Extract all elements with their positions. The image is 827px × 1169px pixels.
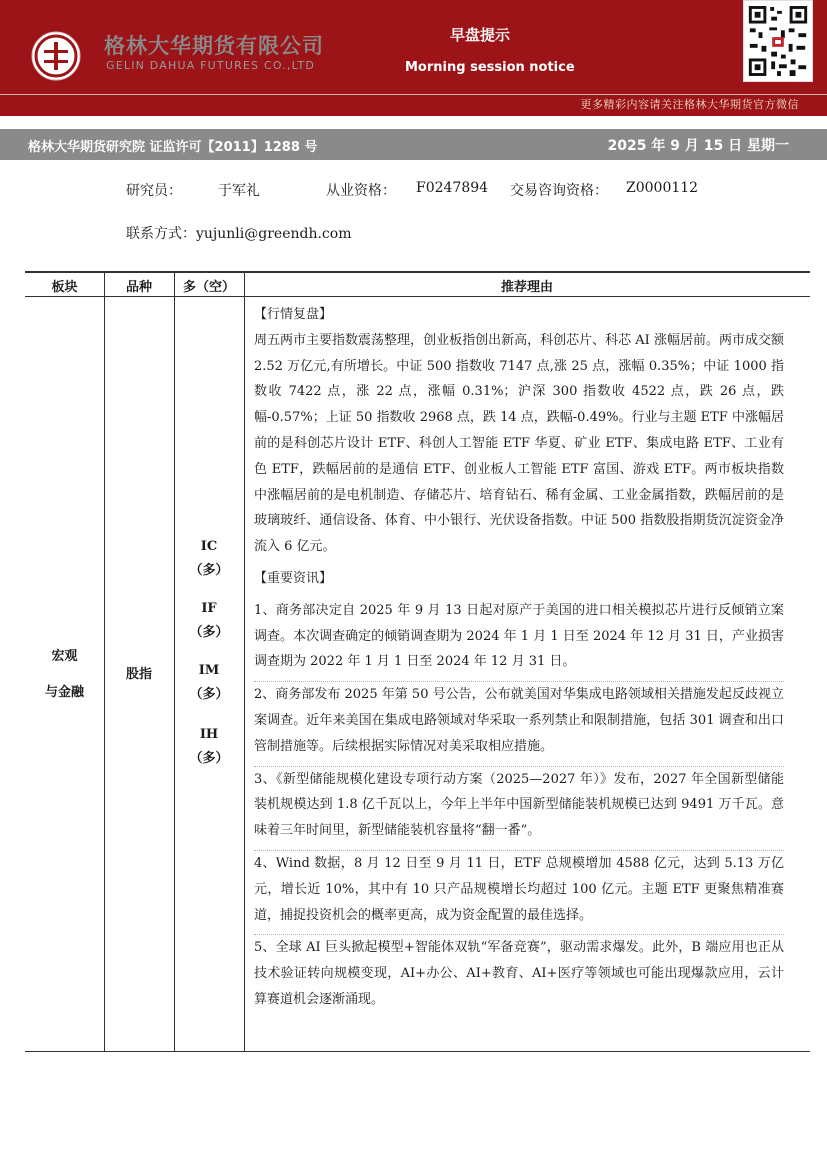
researcher-label: 研究员： <box>126 183 182 199</box>
company-logo-icon <box>30 30 82 82</box>
company-name-en: GELIN DAHUA FUTURES CO.,LTD <box>106 59 316 72</box>
wechat-qr-code-icon <box>743 0 813 82</box>
table-col-divider <box>104 271 105 1052</box>
header-sector: 板块 <box>51 280 78 295</box>
report-date: 2025 年 9 月 15 日 星期一 <box>607 138 789 154</box>
position-direction: （多） <box>189 687 229 702</box>
position-direction: （多） <box>189 563 229 578</box>
header-reason: 推荐理由 <box>500 280 553 295</box>
qualification-label: 从业资格： <box>326 183 396 199</box>
position-code: IF <box>201 601 217 616</box>
contact-email[interactable]: yujunli@greendh.com <box>196 226 352 242</box>
news-item: 5、全球 AI 巨头掀起模型+智能体双轨“军备竞赛”，驱动需求爆发。此外，B 端应用也正从技术验证转向规模变现，AI+办公、AI+教育、AI+医疗等领域也可能出现爆款应用，云计算赛道机会逐渐涌现。 <box>254 940 784 1007</box>
news-item: 4、Wind 数据，8 月 12 日至 9 月 11 日，ETF 总规模增加 4588 亿元，达到 5.13 万亿元，增长近 10%，其中有 10 只产品规模增长均超过 100 亿元。主题 ETF 更聚焦精准赛道，捕捉投资机会的概率更高，成为资金配置的最佳选择。 <box>254 851 784 935</box>
wechat-follow-note: 更多精彩内容请关注格林大华期货官方微信 <box>580 98 799 111</box>
news-item: 3、《新型储能规模化建设专项行动方案（2025—2027 年）》发布，2027 年全国新型储能装机规模达到 1.8 亿千瓦以上，今年上半年中国新型储能装机规模已达到 9491 万千瓦。意味着三年时间里，新型储能装机容量将“翻一番”。 <box>254 767 784 851</box>
position-code: IC <box>200 539 218 554</box>
market-review-title: 【行情复盘】 <box>254 307 333 322</box>
position-code: IM <box>198 663 220 678</box>
contact-row <box>126 223 351 243</box>
company-name-cn: 格林大华期货有限公司 <box>104 34 324 58</box>
position-code: IH <box>199 727 219 742</box>
researcher-name: 于军礼 <box>218 183 260 199</box>
market-review-text: 周五两市主要指数震荡整理，创业板指创出新高，科创芯片、科芯 AI 涨幅居前。两市成交额 2.52 万亿元,有所增长。中证 500 指数收 7147 点,涨 25 点，涨幅 0.35%；中证 1000 指数收 7422 点，涨 22 点，涨幅 0.31%；沪深 300 指数收 4522 点，跌 26 点，跌幅-0.57%；上证 50 指数收 2968 点，跌 14 点，跌幅-0.49%。行业与主题 ETF 中涨幅居前的是科创芯片设计 ETF、科创人工智能 ETF 华夏、矿业 ETF、集成电路 ETF、工业有色 ETF，跌幅居前的是通信 ETF、创业板人工智能 ETF 富国、游戏 ETF。两市板块指数中涨幅居前的是电机制造、存储芯片、培育钻石、稀有金属、工业金属指数，跌幅居前的是玻璃玻纤、通信设备、体育、中小银行、光伏设备指数。中证 500 指数股指期货沉淀资金净流入 6 亿元。 <box>254 332 784 555</box>
qualification-number: F0247894 <box>416 180 489 196</box>
sector-macro: 宏观 <box>51 649 78 664</box>
contact-label: 联系方式： <box>126 226 196 242</box>
reason-content <box>254 302 784 1019</box>
header-variety: 品种 <box>125 280 152 295</box>
position-direction: （多） <box>189 625 229 640</box>
table-header-border <box>25 296 810 297</box>
news-item: 1、商务部决定自 2025 年 9 月 13 日起对原产于美国的进口相关模拟芯片进行反倾销立案调查。本次调查确定的倾销调查期为 2024 年 1 月 1 日至 2024 年 12 月 31 日，产业损害调查期为 2022 年 1 月 1 日至 2024 年 12 月 31 日。 <box>254 598 784 682</box>
table-col-divider <box>244 271 245 1052</box>
advisory-label: 交易咨询资格： <box>510 183 608 199</box>
table-bottom-border <box>25 1051 810 1052</box>
advisory-number: Z0000112 <box>626 180 699 196</box>
position-direction: （多） <box>189 751 229 766</box>
report-title-cn: 早盘提示 <box>449 26 510 44</box>
header-direction: 多（空） <box>182 280 235 295</box>
sector-finance: 与金融 <box>44 685 84 700</box>
institute-license: 格林大华期货研究院 证监许可【2011】1288 号 <box>28 140 318 155</box>
news-title: 【重要资讯】 <box>254 570 333 586</box>
report-title-en: Morning session notice <box>405 60 575 75</box>
table-top-border <box>25 271 810 273</box>
news-item: 2、商务部发布 2025 年第 50 号公告，公布就美国对华集成电路领域相关措施发起反歧视立案调查。近年来美国在集成电路领域对华采取一系列禁止和限制措施，包括 301 调查和出口管制措施等。后续根据实际情况对美采取相应措施。 <box>254 682 784 766</box>
variety-stock-index: 股指 <box>125 667 152 682</box>
